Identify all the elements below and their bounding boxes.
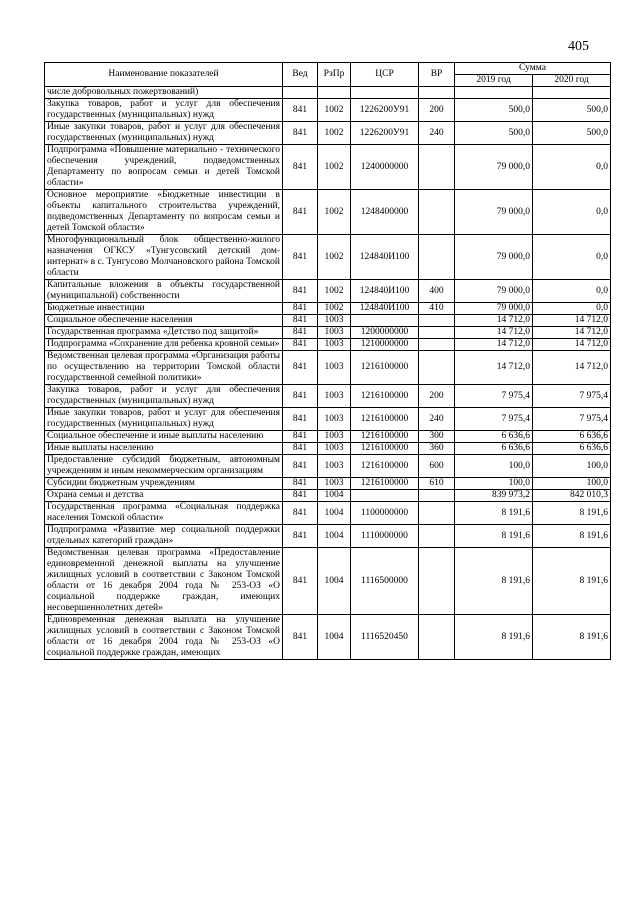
cell-rzpr: 1002 <box>318 280 351 303</box>
cell-rzpr: 1002 <box>318 235 351 280</box>
cell-ved: 841 <box>283 525 318 548</box>
cell-vr: 610 <box>419 478 455 490</box>
cell-y2019: 79 000,0 <box>455 190 533 235</box>
cell-name: Иные закупки товаров, работ и услуг для обеспечения государственных (муниципальных) нужд <box>45 122 283 145</box>
cell-y2019: 79 000,0 <box>455 235 533 280</box>
table-row <box>45 443 611 455</box>
budget-table <box>44 62 611 660</box>
cell-y2020: 14 712,0 <box>533 315 611 327</box>
cell-y2019: 7 975,4 <box>455 408 533 431</box>
cell-vr: 400 <box>419 280 455 303</box>
cell-y2019: 79 000,0 <box>455 303 533 315</box>
cell-rzpr: 1003 <box>318 478 351 490</box>
cell-csr: 1116520450 <box>351 615 419 660</box>
cell-vr: 300 <box>419 431 455 443</box>
cell-y2020: 0,0 <box>533 303 611 315</box>
cell-y2020: 0,0 <box>533 190 611 235</box>
header-name: Наименование показателей <box>45 63 283 87</box>
cell-y2020: 0,0 <box>533 280 611 303</box>
cell-ved: 841 <box>283 548 318 615</box>
cell-vr: 600 <box>419 455 455 478</box>
cell-name: Бюджетные инвестиции <box>45 303 283 315</box>
cell-vr <box>419 490 455 502</box>
cell-y2019: 79 000,0 <box>455 280 533 303</box>
cell-y2019: 500,0 <box>455 99 533 122</box>
cell-y2019: 14 712,0 <box>455 339 533 351</box>
cell-y2019: 6 636,6 <box>455 443 533 455</box>
cell-ved: 841 <box>283 408 318 431</box>
cell-y2019: 8 191,6 <box>455 525 533 548</box>
cell-name: Закупка товаров, работ и услуг для обеспечения государственных (муниципальных) нужд <box>45 385 283 408</box>
cell-y2019: 14 712,0 <box>455 327 533 339</box>
cell-name: Иные выплаты населению <box>45 443 283 455</box>
cell-csr: 1216100000 <box>351 408 419 431</box>
cell-ved: 841 <box>283 327 318 339</box>
cell-y2019: 14 712,0 <box>455 351 533 385</box>
cell-ved: 841 <box>283 145 318 190</box>
cell-name: Основное мероприятие «Бюджетные инвестиции в объекты капитального строительства учреждений, подведомственных Департаменту по вопросам семьи и детей Томской области» <box>45 190 283 235</box>
table-row <box>45 431 611 443</box>
cell-rzpr: 1003 <box>318 339 351 351</box>
cell-y2020 <box>533 87 611 99</box>
cell-ved: 841 <box>283 99 318 122</box>
cell-rzpr: 1002 <box>318 145 351 190</box>
cell-name: Предоставление субсидий бюджетным, автономным учреждениям и иным некоммерческим организациям <box>45 455 283 478</box>
cell-vr: 240 <box>419 122 455 145</box>
cell-csr: 1210000000 <box>351 339 419 351</box>
cell-rzpr: 1003 <box>318 408 351 431</box>
table-row <box>45 122 611 145</box>
header-vr: ВР <box>419 63 455 87</box>
header-ved: Вед <box>283 63 318 87</box>
cell-csr: 1226200У91 <box>351 122 419 145</box>
table-row <box>45 525 611 548</box>
cell-name: числе добровольных пожертвований) <box>45 87 283 99</box>
cell-vr <box>419 235 455 280</box>
table-row <box>45 315 611 327</box>
cell-y2020: 100,0 <box>533 455 611 478</box>
cell-vr <box>419 502 455 525</box>
cell-csr: 124840И100 <box>351 303 419 315</box>
cell-ved: 841 <box>283 122 318 145</box>
cell-rzpr: 1003 <box>318 431 351 443</box>
cell-rzpr: 1002 <box>318 190 351 235</box>
table-row <box>45 145 611 190</box>
table-row <box>45 490 611 502</box>
cell-name: Капитальные вложения в объекты государственной (муниципальной) собственности <box>45 280 283 303</box>
cell-name: Субсидии бюджетным учреждениям <box>45 478 283 490</box>
cell-ved: 841 <box>283 280 318 303</box>
cell-rzpr: 1003 <box>318 315 351 327</box>
cell-csr: 1240000000 <box>351 145 419 190</box>
cell-ved: 841 <box>283 339 318 351</box>
table-row <box>45 615 611 660</box>
cell-ved: 841 <box>283 303 318 315</box>
cell-ved: 841 <box>283 431 318 443</box>
cell-y2020: 8 191,6 <box>533 525 611 548</box>
cell-y2020: 14 712,0 <box>533 339 611 351</box>
cell-y2019 <box>455 87 533 99</box>
cell-y2020: 0,0 <box>533 235 611 280</box>
cell-vr <box>419 525 455 548</box>
cell-vr <box>419 190 455 235</box>
cell-rzpr <box>318 87 351 99</box>
table-row <box>45 408 611 431</box>
cell-rzpr: 1003 <box>318 443 351 455</box>
cell-y2019: 79 000,0 <box>455 145 533 190</box>
table-row <box>45 478 611 490</box>
page-number: 405 <box>568 39 589 54</box>
cell-csr <box>351 490 419 502</box>
cell-vr <box>419 548 455 615</box>
cell-y2019: 6 636,6 <box>455 431 533 443</box>
cell-rzpr: 1002 <box>318 303 351 315</box>
cell-csr: 1216100000 <box>351 351 419 385</box>
cell-vr <box>419 327 455 339</box>
cell-y2020: 7 975,4 <box>533 385 611 408</box>
cell-rzpr: 1003 <box>318 385 351 408</box>
cell-vr: 360 <box>419 443 455 455</box>
cell-name: Ведомственная целевая программа «Предоставление единовременной денежной выплаты на улучшение жилищных условий в соответствии с Законом Томской области от 16 декабря 2004 года № 253-ОЗ «О социальной поддержке граждан, имеющих несовершеннолетних детей» <box>45 548 283 615</box>
cell-vr <box>419 339 455 351</box>
cell-ved: 841 <box>283 490 318 502</box>
cell-csr: 1248400000 <box>351 190 419 235</box>
cell-csr: 1216100000 <box>351 431 419 443</box>
cell-vr <box>419 351 455 385</box>
header-2020: 2020 год <box>533 75 611 87</box>
cell-rzpr: 1003 <box>318 327 351 339</box>
cell-y2020: 8 191,6 <box>533 502 611 525</box>
cell-rzpr: 1002 <box>318 122 351 145</box>
cell-csr: 1200000000 <box>351 327 419 339</box>
cell-rzpr: 1003 <box>318 351 351 385</box>
cell-name: Государственная программа «Социальная поддержка населения Томской области» <box>45 502 283 525</box>
cell-y2019: 8 191,6 <box>455 548 533 615</box>
cell-name: Подпрограмма «Повышение материально - технического обеспечения учреждений, подведомственных Департаменту по вопросам семьи и детей Томской области» <box>45 145 283 190</box>
cell-rzpr: 1002 <box>318 99 351 122</box>
header-csr: ЦСР <box>351 63 419 87</box>
cell-y2020: 14 712,0 <box>533 327 611 339</box>
table-header <box>45 63 611 87</box>
cell-y2020: 500,0 <box>533 122 611 145</box>
table-row <box>45 327 611 339</box>
cell-name: Единовременная денежная выплата на улучшение жилищных условий в соответствии с Законом Томской области от 16 декабря 2004 года № 253-ОЗ «О социальной поддержке граждан, имеющих <box>45 615 283 660</box>
table-row <box>45 303 611 315</box>
cell-name: Социальное обеспечение населения <box>45 315 283 327</box>
cell-csr: 1216100000 <box>351 443 419 455</box>
cell-ved: 841 <box>283 455 318 478</box>
cell-csr: 1110000000 <box>351 525 419 548</box>
cell-name: Государственная программа «Детство под защитой» <box>45 327 283 339</box>
cell-ved: 841 <box>283 443 318 455</box>
cell-y2019: 8 191,6 <box>455 502 533 525</box>
cell-ved: 841 <box>283 351 318 385</box>
cell-rzpr: 1004 <box>318 502 351 525</box>
cell-csr <box>351 87 419 99</box>
cell-ved: 841 <box>283 235 318 280</box>
cell-y2020: 0,0 <box>533 145 611 190</box>
cell-ved: 841 <box>283 615 318 660</box>
cell-name: Социальное обеспечение и иные выплаты населению <box>45 431 283 443</box>
cell-rzpr: 1004 <box>318 548 351 615</box>
cell-name: Ведомственная целевая программа «Организация работы по осуществлению на территории Томской области государственной семейной политики» <box>45 351 283 385</box>
table-body <box>45 87 611 660</box>
cell-y2020: 8 191,6 <box>533 548 611 615</box>
header-rzpr: РзПр <box>318 63 351 87</box>
cell-vr: 240 <box>419 408 455 431</box>
header-2019: 2019 год <box>455 75 533 87</box>
cell-vr: 410 <box>419 303 455 315</box>
cell-csr: 1116500000 <box>351 548 419 615</box>
cell-y2020: 8 191,6 <box>533 615 611 660</box>
cell-y2019: 14 712,0 <box>455 315 533 327</box>
cell-ved: 841 <box>283 190 318 235</box>
cell-ved: 841 <box>283 502 318 525</box>
table-row <box>45 339 611 351</box>
cell-csr: 1226200У91 <box>351 99 419 122</box>
table-row <box>45 190 611 235</box>
cell-y2020: 6 636,6 <box>533 431 611 443</box>
cell-name: Охрана семьи и детства <box>45 490 283 502</box>
cell-y2020: 7 975,4 <box>533 408 611 431</box>
cell-ved: 841 <box>283 385 318 408</box>
cell-csr: 124840И100 <box>351 235 419 280</box>
cell-y2019: 500,0 <box>455 122 533 145</box>
cell-rzpr: 1004 <box>318 490 351 502</box>
cell-vr: 200 <box>419 99 455 122</box>
cell-ved <box>283 87 318 99</box>
cell-y2020: 500,0 <box>533 99 611 122</box>
cell-name: Подпрограмма «Развитие мер социальной поддержки отдельных категорий граждан» <box>45 525 283 548</box>
cell-rzpr: 1004 <box>318 615 351 660</box>
cell-csr: 1216100000 <box>351 478 419 490</box>
table-row <box>45 548 611 615</box>
table-row <box>45 502 611 525</box>
table-row <box>45 385 611 408</box>
cell-rzpr: 1004 <box>318 525 351 548</box>
cell-name: Закупка товаров, работ и услуг для обеспечения государственных (муниципальных) нужд <box>45 99 283 122</box>
cell-csr <box>351 315 419 327</box>
cell-vr <box>419 315 455 327</box>
cell-csr: 124840И100 <box>351 280 419 303</box>
header-sum: Сумма <box>455 63 611 75</box>
table-row <box>45 235 611 280</box>
cell-ved: 841 <box>283 478 318 490</box>
table-row <box>45 351 611 385</box>
cell-y2019: 8 191,6 <box>455 615 533 660</box>
cell-name: Многофункциональный блок общественно-жилого назначения ОГКСУ «Тунгусовский детский дом-интернат» в с. Тунгусово Молчановского района Томской области <box>45 235 283 280</box>
cell-vr <box>419 145 455 190</box>
cell-vr <box>419 615 455 660</box>
cell-y2019: 100,0 <box>455 455 533 478</box>
table-row <box>45 455 611 478</box>
cell-csr: 1216100000 <box>351 385 419 408</box>
cell-y2019: 7 975,4 <box>455 385 533 408</box>
cell-y2020: 842 010,3 <box>533 490 611 502</box>
cell-name: Иные закупки товаров, работ и услуг для обеспечения государственных (муниципальных) нужд <box>45 408 283 431</box>
cell-y2019: 839 973,2 <box>455 490 533 502</box>
cell-y2020: 6 636,6 <box>533 443 611 455</box>
table-row <box>45 87 611 99</box>
table-row <box>45 280 611 303</box>
cell-name: Подпрограмма «Сохранение для ребенка кровной семьи» <box>45 339 283 351</box>
cell-y2019: 100,0 <box>455 478 533 490</box>
cell-y2020: 100,0 <box>533 478 611 490</box>
cell-y2020: 14 712,0 <box>533 351 611 385</box>
cell-vr <box>419 87 455 99</box>
cell-csr: 1216100000 <box>351 455 419 478</box>
cell-rzpr: 1003 <box>318 455 351 478</box>
cell-ved: 841 <box>283 315 318 327</box>
cell-csr: 1100000000 <box>351 502 419 525</box>
table-row <box>45 99 611 122</box>
cell-vr: 200 <box>419 385 455 408</box>
